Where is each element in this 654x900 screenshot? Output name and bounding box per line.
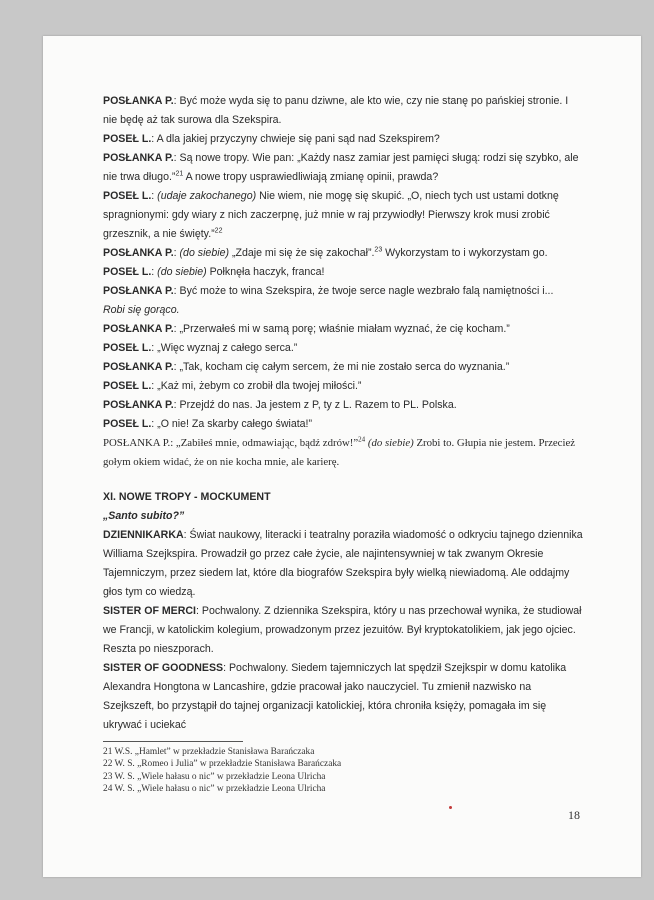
red-mark [449,806,452,809]
speaker-name: POSŁANKA P. [103,247,174,259]
stage-direction: (do siebie) [157,266,207,278]
speaker-name: POSŁANKA P. [103,361,174,373]
dialogue-text: Pochwalony. Siedem tajemniczych lat spędził Szejkspir w domu katolika Alexandra Hongtona w Lancashire, gdzie pracował jako nauczyciel. Tu zmienił nazwisko na Szejkszeft, bo przystąpił do tajnej organizacji katolickiej, która chroniła księży, pomagała im się ukrywać i uciekać [103,662,567,731]
speaker-name: SISTER OF MERCI [103,605,196,617]
dialogue-line: POSEŁ L.: „Każ mi, żebym co zrobił dla twojej miłości.” [103,380,362,392]
section-subheading: „Santo subito?” [103,510,185,522]
dialogue-line: POSŁANKA P.: Być może wyda się to panu dziwne, ale kto wie, czy nie stanę po pańskiej stronie. I nie będę aż tak surowa dla Szekspira. [103,95,569,126]
speaker-name: POSŁANKA P. [103,95,174,107]
speaker-name: POSŁANKA P. [103,285,174,297]
dialogue-text: Być może to wina Szekspira, że twoje serce nagle wezbrało falą namiętności i... [179,285,554,297]
dialogue-text: A dla jakiej przyczyny chwieje się pani sąd nad Szekspirem? [156,133,440,145]
dialogue-line: POSEŁ L.: „Więc wyznaj z całego serca.” [103,342,298,354]
dialogue-line: POSEŁ L.: A dla jakiej przyczyny chwieje się pani sąd nad Szekspirem? [103,133,440,145]
speaker-name: POSEŁ L. [103,190,152,202]
footnote: 23 W. S. „Wiele hałasu o nic” w przekładzie Leona Ulricha [103,771,326,782]
dialogue-text: : „Zabiłeś mnie, odmawiając, bądź zdrów!” [170,437,359,449]
speaker-name: DZIENNIKARKA [103,529,184,541]
speaker-name: POSŁANKA P. [103,437,171,449]
dialogue-text: „O nie! Za skarby całego świata!” [157,418,313,430]
speaker-name: POSŁANKA P. [103,152,174,164]
stage-direction: (udaje zakochanego) [157,190,257,202]
dialogue-line: POSŁANKA P.: „Tak, kocham cię całym sercem, że mi nie zostało serca do wyznania.” [103,361,510,373]
footnote: 24 W. S. „Wiele hałasu o nic” w przekładzie Leona Ulricha [103,784,326,795]
stage-direction: (do siebie) [365,437,414,449]
dialogue-line: POSEŁ L.: (udaje zakochanego) Nie wiem, nie mogę się skupić. „O, niech tych ust ustami dotknę spragnionymi: gdy wiary z nich zaczerpnę, już mnie w raj przywiodły! Pierwszy krok musi zrobić grzesznik, a nie święty.”$^{22}$ [103,190,559,240]
speaker-name: POSEŁ L. [103,342,152,354]
dialogue-text: Nie wiem, nie mogę się skupić. „O, niech tych ust ustami dotknę spragnionymi: gdy wiary z nich zaczerpnę, już mnie w raj przywiodły! Pierwszy krok musi zrobić grzesznik, a nie święty.” [103,190,559,240]
dialogue-text: Być może wyda się to panu dziwne, ale kto wie, czy nie stanę po pańskiej stronie. I nie będę aż tak surowa dla Szekspira. [103,95,569,126]
document-page [43,36,641,877]
dialogue-line: POSŁANKA P.: „Przerwałeś mi w samą porę; właśnie miałam wyznać, że cię kocham.” [103,323,510,335]
dialogue-text: Są nowe tropy. Wie pan: „Każdy nasz zamiar jest pamięci sługą: rodzi się szybko, ale nie trwa długo.” [103,152,579,183]
footnotes [103,746,503,796]
page-content [103,92,583,735]
dialogue-text: „Więc wyznaj z całego serca.” [157,342,298,354]
dialogue-text: „Tak, kocham cię całym sercem, że mi nie zostało serca do wyznania.” [179,361,510,373]
footnote-ref: 22 [214,227,223,235]
speaker-name: POSEŁ L. [103,266,152,278]
dialogue-text: Wykorzystam to i wykorzystam go. [382,247,548,259]
dialogue-line: POSŁANKA P.: Są nowe tropy. Wie pan: „Każdy nasz zamiar jest pamięci sługą: rodzi się szybko, ale nie trwa długo.”$^{21}$ A nowe tropy usprawiedliwiają zmianę opinii, prawda? [103,152,579,183]
dialogue-line: POSŁANKA P.: Przejdź do nas. Ja jestem z P, ty z L. Razem to PL. Polska. [103,399,457,411]
dialogue-text: „Przerwałeś mi w samą porę; właśnie miałam wyznać, że cię kocham.” [179,323,510,335]
section-heading: XI. NOWE TROPY - MOCKUMENT [103,491,271,503]
dialogue-text: Zrobi to. Głupia nie jestem. Przecież gołym okiem widać, że on nie kocha mnie, ale karierę. [103,437,576,468]
speaker-name: POSEŁ L. [103,418,152,430]
speaker-name: POSŁANKA P. [103,323,174,335]
dialogue-line: POSEŁ L.: „O nie! Za skarby całego świata!” [103,418,313,430]
footnote-ref: 23 [374,246,383,254]
dialogue-line: POSEŁ L.: (do siebie) Połknęła haczyk, franca! [103,266,325,278]
footnote: 22 W. S. „Romeo i Julia” w przekładzie Stanisława Barańczaka [103,759,342,770]
dialogue-text: „Zdaje mi się że się zakochał”. [229,247,375,259]
dialogue-text: Pochwalony. Z dziennika Szekspira, który u nas przechował wynika, że studiował we Francji, w katolickim kolegium, prowadzonym przez jezuitów. Był kryptokatolikiem, jak jego ojciec. Reszta po nieszporach. [103,605,582,655]
dialogue-text: A nowe tropy usprawiedliwiają zmianę opinii, prawda? [183,171,439,183]
footnote-ref: 24 [358,435,366,444]
dialogue-line: SISTER OF GOODNESS: Pochwalony. Siedem tajemniczych lat spędził Szejkspir w domu katolika Alexandra Hongtona w Lancashire, gdzie pracował jako nauczyciel. Tu zmienił nazwisko na Szejkszeft, bo przystąpił do tajnej organizacji katolickiej, która chroniła księży, pomagała im się ukrywać i uciekać [103,662,567,731]
dialogue-line: DZIENNIKARKA: Świat naukowy, literacki i teatralny poraziła wiadomość o odkryciu tajnego dziennika Williama Szejkspira. Prowadził go przez całe życie, ale najintensywniej w tak zwanym Okresie Tajemniczym, przez siedem lat, które dla biografów Szekspira były wielką niewiadomą. Ale oddajmy głos tym co wiedzą. [103,529,583,598]
dialogue-line: POSŁANKA P.: (do siebie) „Zdaje mi się że się zakochał”.$^{23}$ Wykorzystam to i wykorzystam go. [103,246,548,259]
speaker-name: POSEŁ L. [103,380,152,392]
speaker-name: SISTER OF GOODNESS [103,662,224,674]
footnote: 21 W.S. „Hamlet” w przekładzie Stanisława Barańczaka [103,747,315,757]
footnote-divider [103,741,243,742]
dialogue-text: Przejdź do nas. Ja jestem z P, ty z L. Razem to PL. Polska. [179,399,457,411]
stage-direction: (do siebie) [179,247,229,259]
speaker-name: POSŁANKA P. [103,399,174,411]
dialogue-line: POSŁANKA P.: Być może to wina Szekspira, że twoje serce nagle wezbrało falą namiętności i... [103,285,554,297]
dialogue-line-serif [103,434,583,472]
stage-direction: Robi się gorąco. [103,304,180,316]
dialogue-text: Połknęła haczyk, franca! [206,266,325,278]
dialogue-line: SISTER OF MERCI: Pochwalony. Z dziennika Szekspira, który u nas przechował wynika, że studiował we Francji, w katolickim kolegium, prowadzonym przez jezuitów. Był kryptokatolikiem, jak jego ojciec. Reszta po nieszporach. [103,605,582,655]
dialogue-text: Świat naukowy, literacki i teatralny poraziła wiadomość o odkryciu tajnego dziennika Williama Szejkspira. Prowadził go przez całe życie, ale najintensywniej w tak zwanym Okresie Tajemniczym, przez siedem lat, które dla biografów Szekspira były wielką niewiadomą. Ale oddajmy głos tym co wiedzą. [103,529,583,598]
page-number: 18 [568,808,580,822]
dialogue-text: „Każ mi, żebym co zrobił dla twojej miłości.” [157,380,362,392]
speaker-name: POSEŁ L. [103,133,152,145]
footnote-ref: 21 [175,170,184,178]
